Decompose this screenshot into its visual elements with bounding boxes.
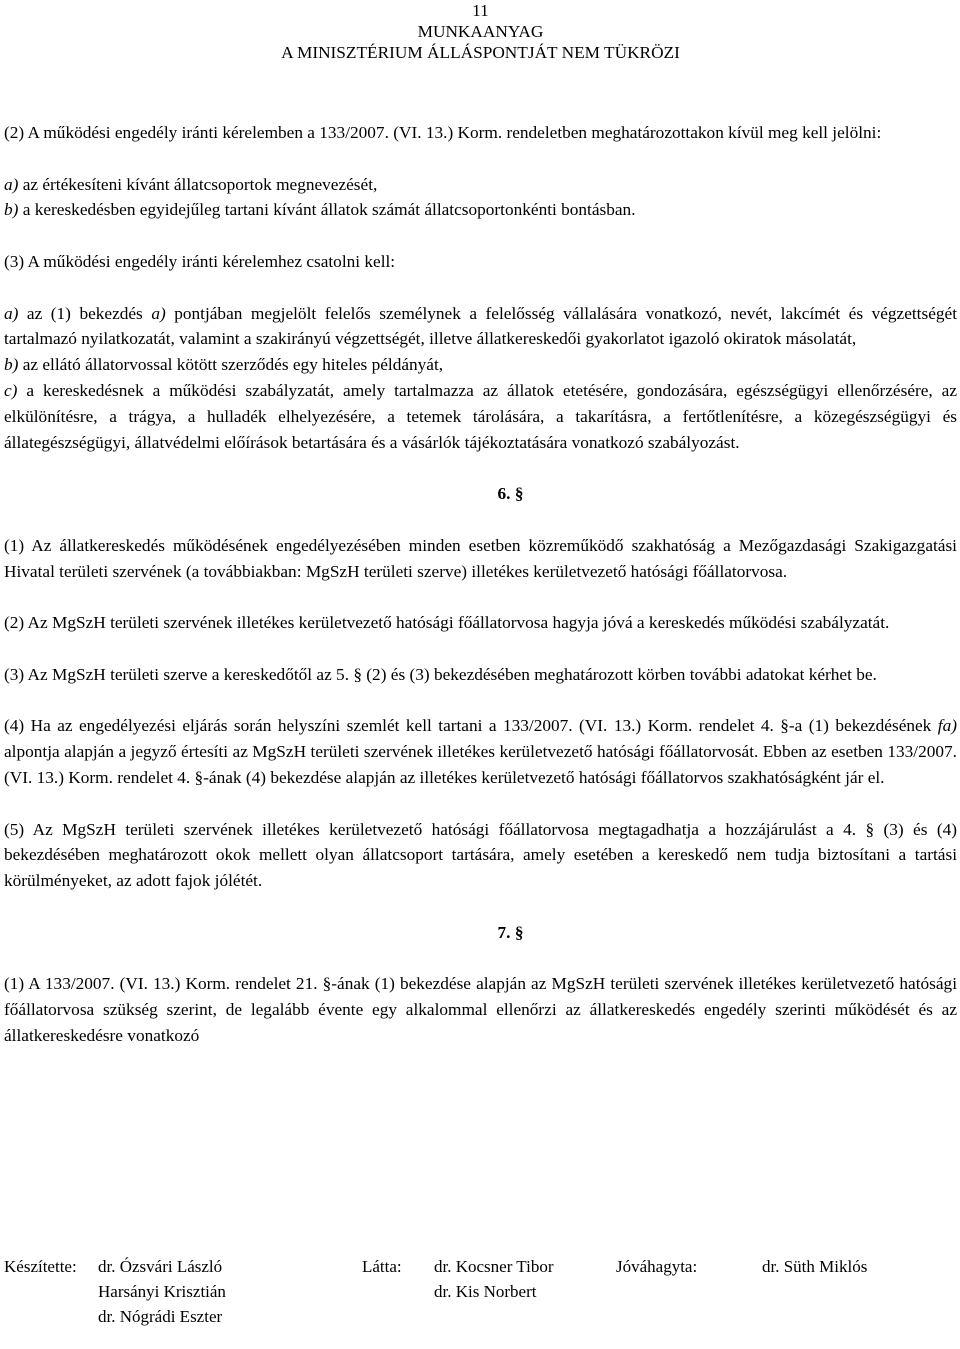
header-disclaimer: A MINISZTÉRIUM ÁLLÁSPONTJÁT NEM TÜKRÖZI (281, 43, 680, 62)
point-label: c) (4, 380, 18, 400)
page-header (4, 0, 957, 63)
paragraph-5-2: (2) A működési engedély iránti kérelemben a 133/2007. (VI. 13.) Korm. rendeletben meghatározottakon kívül meg kell jelölni: (4, 123, 882, 142)
paragraph-6-1: (1) Az állatkereskedés működésének engedélyezésében minden esetben közreműködő szakhatóság a Mezőgazdasági Szakigazgatási Hivatal területi szervének (a továbbiakban: MgSzH területi szerve) illetékes kerületvezető hatósági főállatorvosa. (4, 535, 957, 581)
prepared-names (98, 1254, 226, 1329)
paragraph-5-3-c: c) a kereskedésnek a működési szabályzatát, amely tartalmazza az állatok etetésére, gondozására, egészségügyi ellenőrzésére, az elkülönítésre, a trágya, a hulladék elhelyezésére, a tetemek tárolására, a takarításra, a fertőtlenítésre, a közegészségügyi és állategészségügyi, állatvédelmi előírások betartására és a vásárlók tájékoztatására vonatkozó szabályozást. (4, 380, 957, 452)
paragraph-5-3: (3) A működési engedély iránti kérelemhez csatolni kell: (4, 251, 396, 271)
paragraph-5-3-b: b) az ellátó állatorvossal kötött szerződés egy hiteles példányát, (4, 355, 444, 375)
section-heading-6: 6. § (497, 484, 524, 504)
paragraph-6-5: (5) Az MgSzH területi szervének illetékes kerületvezető hatósági főállatorvosa megtagadhatja a hozzájárulást a 4. § (3) és (4) bekezdésében meghatározott okok mellett olyan állatcsoport tartására, amely esetében a kereskedő nem tudja biztosítani a tartási körülményeket, az adott fajok jólétét. (4, 819, 957, 891)
paragraph-5-2-b: b) a kereskedésben egyidejűleg tartani kívánt állatok számát állatcsoportonkénti bontásban. (4, 200, 636, 220)
document-body (4, 120, 957, 1049)
paragraph-6-3: (3) Az MgSzH területi szerve a kereskedőtől az 5. § (2) és (3) bekezdésében meghatározott körben további adatokat kérhet be. (4, 664, 877, 684)
section-heading-7: 7. § (497, 922, 524, 942)
paragraph-5-3-a: a) az (1) bekezdés a) pontjában megjelölt felelős személynek a felelősség vállalására vonatkozó, nevét, lakcímét és végzettségét tartalmazó nyilatkozatát, valamint a szakirányú végzettségét, illetve állatkereskedői gyakorlatot igazoló okiratok másolatát, (4, 303, 957, 349)
document-page (4, 0, 957, 1045)
approver-name: dr. Süth Miklós (762, 1257, 868, 1276)
point-label: a) (4, 174, 19, 194)
point-label: a) (151, 303, 166, 323)
prepared-label: Készítette: (4, 1257, 77, 1276)
approved-label: Jóváhagyta: (616, 1257, 698, 1276)
point-label: b) (4, 200, 19, 220)
seen-label: Látta: (362, 1257, 402, 1276)
point-label: a) (4, 303, 19, 323)
page-number: 11 (472, 1, 489, 20)
paragraph-6-4: (4) Ha az engedélyezési eljárás során helyszíni szemlét kell tartani a 133/2007. (VI. 13.) Korm. rendelet 4. §-a (1) bekezdésének fa) alpontja alapján a jegyző értesíti az MgSzH területi szervének illetékes kerületvezető hatósági főállatorvosát. Ebben az esetben 133/2007. (VI. 13.) Korm. rendelet 4. §-ának (4) bekezdése alapján az illetékes kerületvezető hatósági főállatorvos szakhatóságként jár el. (4, 716, 957, 787)
author-name: dr. Ózsvári László (98, 1257, 223, 1276)
seen-names (434, 1254, 553, 1304)
point-label: b) (4, 355, 19, 375)
header-draft-notice: MUNKAANYAG (417, 22, 544, 41)
reviewer-name: dr. Kis Norbert (434, 1282, 537, 1301)
paragraph-6-2: (2) Az MgSzH területi szervének illetékes kerületvezető hatósági főállatorvosa hagyja jóvá a kereskedés működési szabályzatát. (4, 613, 890, 633)
author-name: Harsányi Krisztián (98, 1282, 226, 1301)
paragraph-5-2-a: a) az értékesíteni kívánt állatcsoportok megnevezését, (4, 174, 378, 194)
reviewer-name: dr. Kocsner Tibor (434, 1257, 554, 1276)
author-name: dr. Nógrádi Eszter (98, 1307, 223, 1326)
point-label: fa) (937, 716, 957, 736)
approved-names (762, 1254, 867, 1279)
paragraph-7-1: (1) A 133/2007. (VI. 13.) Korm. rendelet 21. §-ának (1) bekezdése alapján az MgSzH területi szervének illetékes kerületvezető hatósági főállatorvosa szükség szerint, de legalább évente egy alkalommal ellenőrzi az állatkereskedés engedély szerinti működését és az állatkereskedésre vonatkozó (4, 974, 957, 1045)
